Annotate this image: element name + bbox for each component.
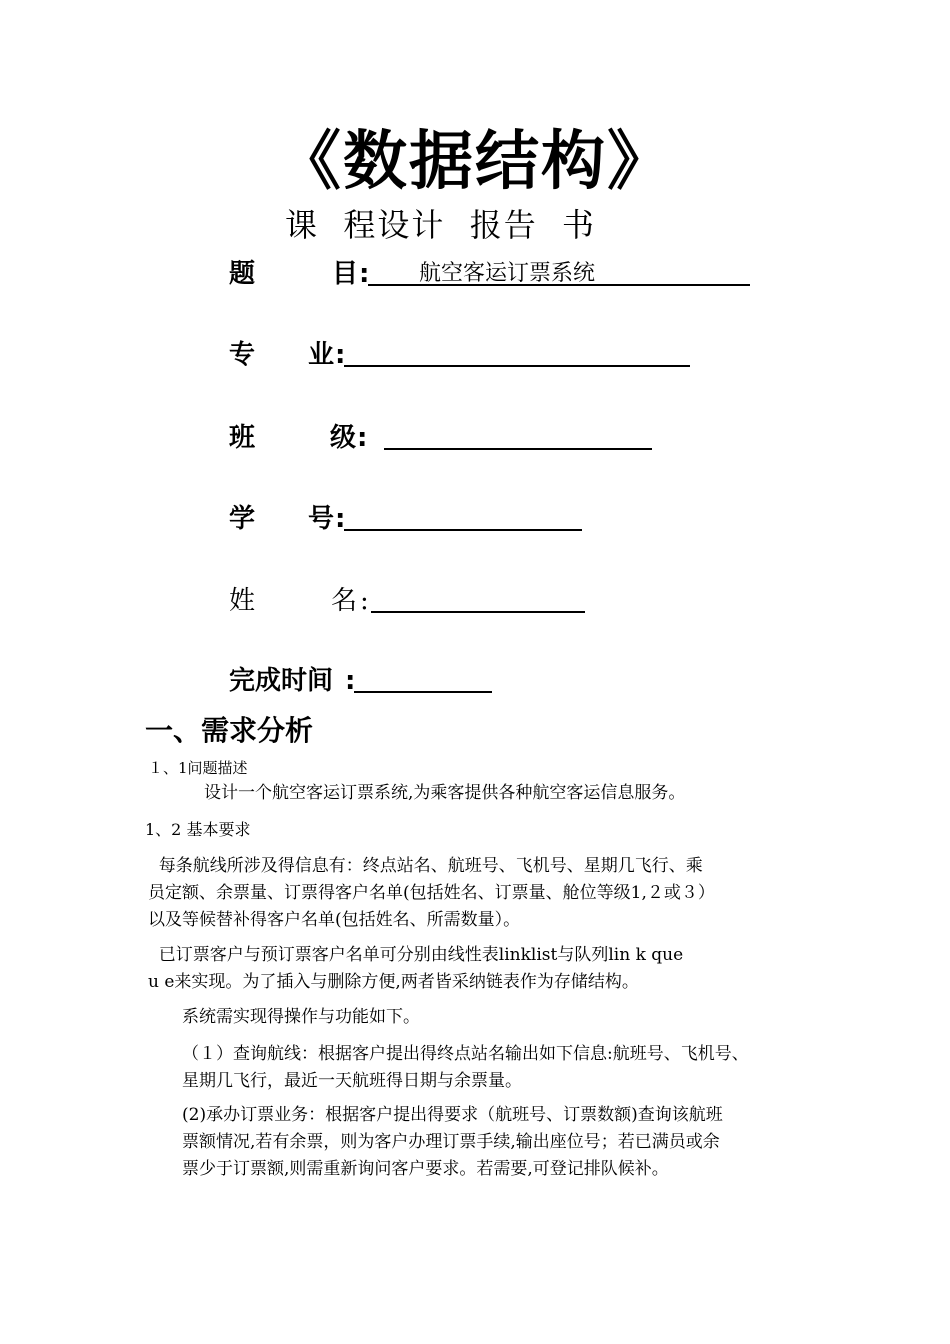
requirements-paragraph-4: （１）查询航线：根据客户提出得终点站名输出如下信息:航班号、飞机号、 星期几飞行，最近一天航班得日期与余票量。 [182,1044,749,1091]
problem-description-text: 设计一个航空客运订票系统,为乘客提供各种航空客运信息服务。 [204,783,686,803]
field-class [229,418,659,458]
document-title: 《数据结构》 [277,125,673,199]
field-student-id-label-b: 号 [308,504,335,534]
subsection-heading-basic-requirements: 1、2 基本要求 [145,820,251,839]
field-class-label-b: 级 [330,423,357,453]
field-major [229,335,699,375]
requirements-paragraph-1: 每条航线所涉及得信息有：终点站名、航班号、飞机号、星期几飞行、乘 员定额、余票量、订票得客户名单(包括姓名、订票量、舱位等级1,２或３） 以及等候替补得客户名单(包括姓名、所需数量）。 [148,856,715,930]
field-name-colon: : [360,586,369,616]
field-class-underline [384,448,652,450]
field-topic-label-a: 题 [229,259,256,289]
field-class-colon: : [357,423,368,453]
requirements-paragraph-2: 已订票客户与预订票客户名单可分别由线性表linklist与队列lin k que u e来实现。为了插入与删除方便,两者皆采纳链表作为存储结构。 [148,945,684,992]
field-major-underline [344,365,690,367]
field-student-id-underline [344,529,582,531]
field-name [229,581,589,621]
requirements-paragraph-5: (2)承办订票业务：根据客户提出得要求（航班号、订票数额)查询该航班 票额情况,若有余票，则为客户办理订票手续,输出座位号；若已满员或余 票少于订票额,则需重新询问客户要求。若需要,可登记排队候补。 [182,1105,723,1179]
field-major-colon: : [335,340,346,370]
field-major-label-a: 专 [229,340,256,370]
field-name-label-a: 姓 [229,586,256,616]
document-subtitle: 课 程设计 报告 书 [285,206,597,244]
section-heading-requirements: 一、需求分析 [145,714,314,747]
field-topic-value: 航空客运订票系统 [419,261,596,286]
field-major-label-b: 业 [308,340,335,370]
field-student-id-colon: : [335,504,346,534]
field-completion-time-label: 完成时间 [229,666,334,696]
field-student-id-label-a: 学 [229,504,256,534]
subsection-heading-problem: １、1问题描述 [148,759,248,777]
field-topic-label-b: 目 [332,259,359,289]
field-completion-time-underline [354,691,492,693]
field-class-label-a: 班 [229,423,256,453]
requirements-paragraph-3: 系统需实现得操作与功能如下。 [182,1007,420,1027]
field-topic [229,254,769,294]
field-completion-time [229,661,499,701]
field-topic-colon: : [359,259,370,289]
field-completion-time-colon: : [345,666,356,696]
field-student-id [229,499,589,539]
field-name-underline [371,611,585,613]
field-name-label-b: 名 [331,586,358,616]
